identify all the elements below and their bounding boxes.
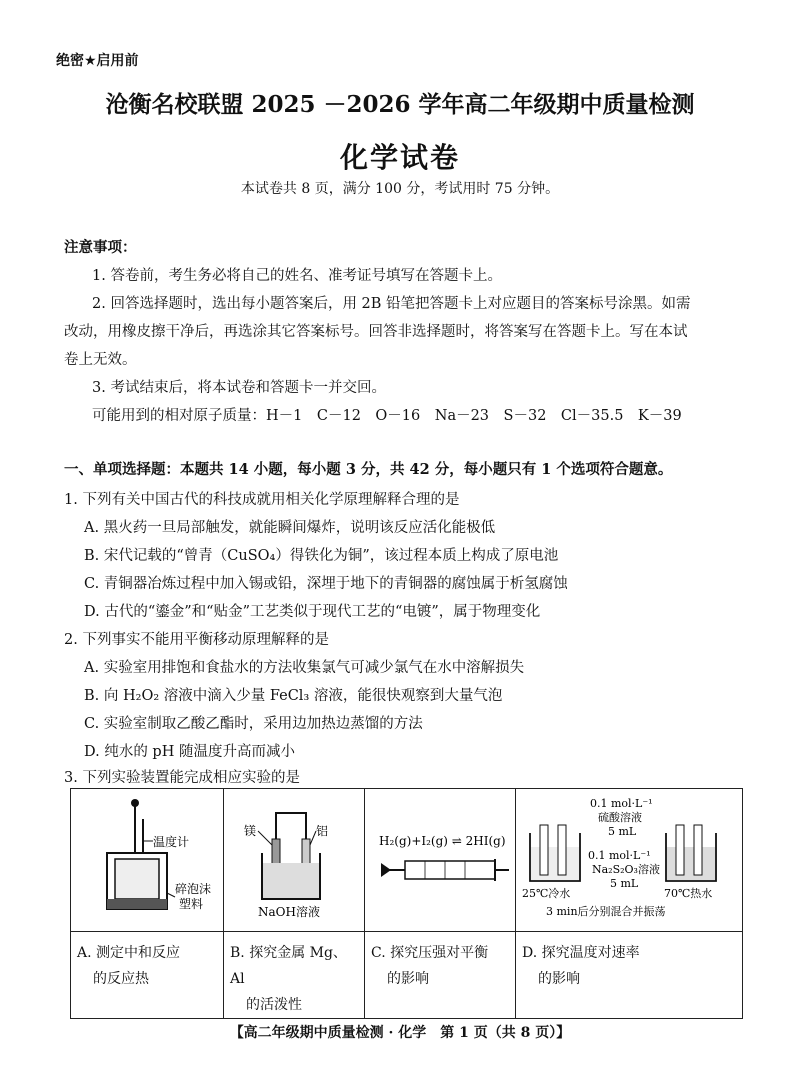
note-item-2-line2: 改动，用橡皮擦干净后，再选涂其它答案标号。回答非选择题时，将答案写在答题卡上。写在本试: [64, 324, 688, 340]
stirrer-top: [131, 799, 139, 807]
calorimeter-diagram: [71, 789, 223, 927]
foam-layer: [107, 899, 167, 909]
question-3-stem: 3. 下列实验装置能完成相应实验的是: [64, 770, 300, 786]
hot-tube-2: [694, 825, 702, 875]
question-1-option-c: C. 青铜器冶炼过程中加入锡或铅，深埋于地下的青铜器的腐蚀属于析氢腐蚀: [84, 576, 568, 592]
question-2-option-a: A. 实验室用排饱和食盐水的方法收集氯气可减少氯气在水中溶解损失: [84, 660, 525, 676]
water-bath-diagram: [516, 789, 742, 927]
page-footer: 【高二年级期中质量检测 · 化学 第 1 页（共 8 页）】: [229, 1025, 571, 1041]
apparatus-table: [70, 788, 743, 1019]
question-1-option-b: B. 宋代记载的“曾青（CuSO₄）得铁化为铜”，该过程本质上构成了原电池: [84, 548, 559, 564]
caption-b-line2: 的活泼性: [246, 997, 302, 1013]
syringe-diagram: [365, 789, 515, 927]
caption-c-line2: 的影响: [387, 971, 429, 987]
section-heading: 一、单项选择题：本题共 14 小题，每小题 3 分，共 42 分，每小题只有 1 个选项符合题意。: [64, 461, 673, 478]
conc2-label: 0.1 mol·L⁻¹: [588, 849, 651, 862]
apparatus-d-figure: [516, 789, 743, 932]
conc1-label: 0.1 mol·L⁻¹: [590, 797, 653, 810]
confidential-label: 绝密★启用前: [56, 53, 139, 69]
caption-a-line2: 的反应热: [93, 971, 149, 987]
thermometer-label: 温度计: [153, 835, 190, 849]
hot-water-label: 70℃热水: [664, 887, 713, 900]
stopcock-icon: [381, 863, 391, 877]
galvanic-cell-diagram: [224, 789, 364, 927]
question-2-option-d: D. 纯水的 pH 随温度升高而减小: [84, 744, 295, 760]
note-item-3: 3. 考试结束后，将本试卷和答题卡一并交回。: [92, 380, 386, 396]
reagent2-label: Na₂S₂O₃溶液: [592, 863, 660, 876]
inner-beaker: [115, 859, 159, 899]
cold-water-label: 25℃冷水: [522, 887, 571, 900]
reagent1-label: 硫酸溶液: [598, 811, 642, 824]
mg-label: 镁: [244, 824, 257, 838]
syringe-barrel: [405, 861, 495, 879]
apparatus-b-figure: [224, 789, 365, 932]
apparatus-c-figure: [365, 789, 516, 932]
apparatus-c-caption: [365, 932, 516, 1019]
naoh-label: NaOH溶液: [258, 905, 320, 919]
cold-tube-1: [540, 825, 548, 875]
notes-heading: 注意事项：: [64, 239, 137, 256]
cold-tube-2: [558, 825, 566, 875]
note-item-2-line3: 卷上无效。: [64, 352, 137, 368]
foam-label-line2: 塑料: [179, 897, 204, 911]
exam-info: 本试卷共 8 页，满分 100 分，考试用时 75 分钟。: [240, 181, 560, 197]
caption-d-line1: D. 探究温度对速率: [522, 945, 640, 961]
apparatus-b-caption: [224, 932, 365, 1019]
al-label: 铝: [316, 824, 329, 838]
question-2-option-b: B. 向 H₂O₂ 溶液中滴入少量 FeCl₃ 溶液，能很快观察到大量气泡: [84, 688, 503, 704]
hot-tube-1: [676, 825, 684, 875]
question-2-stem: 2. 下列事实不能用平衡移动原理解释的是: [64, 632, 329, 648]
atomic-masses: 可能用到的相对原子质量：H－1 C－12 O－16 Na－23 S－32 Cl－35.5 K－39: [92, 408, 682, 424]
vol1-label: 5 mL: [608, 825, 637, 838]
question-1-stem: 1. 下列有关中国古代的科技成就用相关化学原理解释合理的是: [64, 492, 460, 508]
note-item-1: 1. 答卷前，考生务必将自己的姓名、准考证号填写在答题卡上。: [92, 268, 502, 284]
question-1-option-d: D. 古代的“鎏金”和“贴金”工艺类似于现代工艺的“电镀”，属于物理变化: [84, 604, 541, 620]
caption-c-line1: C. 探究压强对平衡: [371, 945, 489, 961]
question-1-option-a: A. 黑火药一旦局部触发，就能瞬间爆炸，说明该反应活化能极低: [84, 520, 496, 536]
solution: [263, 863, 319, 898]
vol2-label: 5 mL: [610, 877, 639, 890]
apparatus-d-caption: [516, 932, 743, 1019]
subject-title: 化学试卷: [339, 141, 460, 174]
caption-a-line1: A. 测定中和反应: [77, 945, 181, 961]
equilibrium-equation: H₂(g)+I₂(g) ⇌ 2HI(g): [379, 834, 506, 848]
foam-label-line1: 碎泡沫: [175, 882, 212, 896]
apparatus-a-figure: [71, 789, 224, 932]
caption-d-line2: 的影响: [538, 971, 580, 987]
apparatus-a-caption: [71, 932, 224, 1019]
caption-b-line1: B. 探究金属 Mg、Al: [230, 945, 347, 987]
exam-title: 沧衡名校联盟 2025 －2026 学年高二年级期中质量检测: [105, 91, 695, 118]
note-item-2-line1: 2. 回答选择题时，选出每小题答案后，用 2B 铅笔把答题卡上对应题目的答案标号涂黑。如需: [92, 296, 691, 312]
question-2-option-c: C. 实验室制取乙酸乙酯时，采用边加热边蒸馏的方法: [84, 716, 423, 732]
mixing-note: 3 min后分别混合并振荡: [546, 905, 666, 918]
